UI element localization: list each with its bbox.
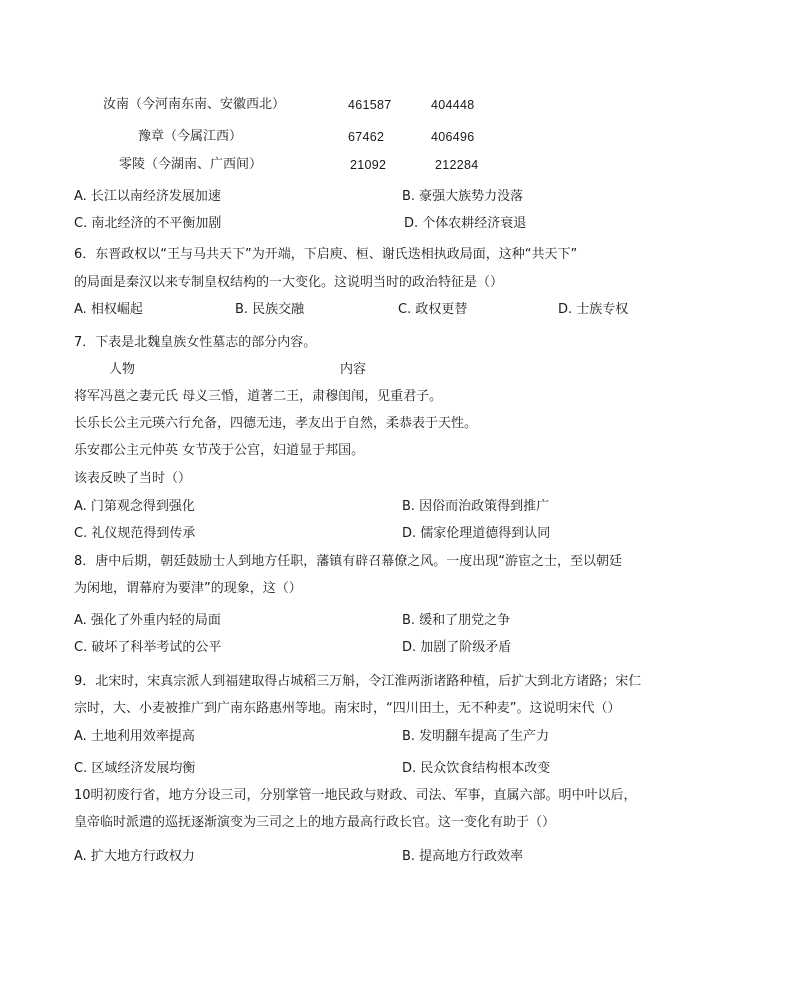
q10-option-a[interactable]: A. 扩大地方行政权力: [74, 849, 195, 864]
q9-options-row: [74, 728, 753, 746]
q5-option-b[interactable]: B. 豪强大族势力没落: [402, 189, 524, 204]
q7-col-content: 内容: [340, 362, 367, 377]
q7-table-row: 乐安郡公主元仲英 女节茂于公宫，妇道显于邦国。: [74, 443, 365, 458]
q8-stem-line2: 为闲地，谓幕府为要津”的现象，这（）: [74, 581, 302, 596]
q5-options-row: [74, 215, 753, 233]
q9-stem-line2: 宗时，大、小麦被推广到广南东路惠州等地。南宋时，“四川田土，无不种麦”。这说明宋代（）: [74, 701, 621, 716]
q7-options-row: [74, 498, 753, 516]
table-cell-value: 404448: [431, 98, 475, 112]
table-row-region: 零陵（今湖南、广西间）: [119, 157, 263, 172]
q9-stem-line1: 9．北宋时，宋真宗派人到福建取得占城稻三万斛，令江淮两浙诸路种植，后扩大到北方诸路；宋仁: [74, 674, 642, 689]
table-row-region: 豫章（今属江西）: [138, 129, 243, 144]
q7-option-a[interactable]: A. 门第观念得到强化: [74, 499, 195, 514]
q9-option-b[interactable]: B. 发明翻车提高了生产力: [402, 729, 550, 744]
table-cell-value: 461587: [348, 98, 392, 112]
q8-option-d[interactable]: D. 加剧了阶级矛盾: [402, 640, 512, 655]
table-cell-value: 212284: [435, 158, 479, 172]
q9-option-a[interactable]: A. 土地利用效率提高: [74, 729, 195, 744]
q5-option-a[interactable]: A. 长江以南经济发展加速: [74, 189, 221, 204]
q7-option-d[interactable]: D. 儒家伦理道德得到认同: [402, 526, 551, 541]
q10-stem-line1: 10明初废行省，地方分设三司，分别掌管一地民政与财政、司法、军事，直属六部。明中叶以后，: [74, 788, 637, 803]
q6-stem-line2: 的局面是秦汉以来专制皇权结构的一大变化。这说明当时的政治特征是（）: [74, 275, 504, 290]
q5-option-c[interactable]: C. 南北经济的不平衡加剧: [74, 216, 222, 231]
q8-options-row: [74, 612, 753, 630]
q6-option-c[interactable]: C. 政权更替: [398, 302, 468, 317]
q6-option-a[interactable]: A. 相权崛起: [74, 302, 143, 317]
q10-stem-line2: 皇帝临时派遣的巡抚逐渐演变为三司之上的地方最高行政长官。这一变化有助于（）: [74, 815, 556, 830]
table-cell-value: 67462: [348, 130, 385, 144]
q6-option-d[interactable]: D. 士族专权: [558, 302, 629, 317]
q5-option-d[interactable]: D. 个体农耕经济衰退: [404, 216, 527, 231]
q7-table-row: 将军冯邕之妻元氏 母义三惛，道著二王，肃穆闺闱，见重君子。: [74, 389, 443, 404]
q7-options-row: [74, 525, 753, 543]
q6-option-b[interactable]: B. 民族交融: [235, 302, 305, 317]
q10-option-b[interactable]: B. 提高地方行政效率: [402, 849, 524, 864]
q9-option-c[interactable]: C. 区域经济发展均衡: [74, 761, 196, 776]
table-row-region: 汝南（今河南东南、安徽西北）: [103, 97, 286, 112]
q7-stem: 7．下表是北魏皇族女性墓志的部分内容。: [74, 335, 317, 350]
q8-option-c[interactable]: C. 破坏了科举考试的公平: [74, 640, 222, 655]
q8-stem-line1: 8．唐中后期，朝廷鼓励士人到地方任职，藩镇有辟召幕僚之风。一度出现“游宦之士，至以朝廷: [74, 554, 623, 569]
q8-option-a[interactable]: A. 强化了外重内轻的局面: [74, 613, 221, 628]
table-cell-value: 21092: [350, 158, 387, 172]
q6-stem-line1: 6．东晋政权以“王与马共天下”为开端，下启庾、桓、谢氏迭相执政局面，这种“共天下”: [74, 247, 578, 262]
q7-col-person: 人物: [109, 362, 136, 377]
q9-option-d[interactable]: D. 民众饮食结构根本改变: [402, 761, 551, 776]
q9-options-row: [74, 760, 753, 778]
q7-option-b[interactable]: B. 因俗而治政策得到推广: [402, 499, 550, 514]
table-cell-value: 406496: [431, 130, 475, 144]
q7-table-row: 长乐长公主元瑛六行允备，四德无违，孝友出于自然，柔恭表于天性。: [74, 416, 478, 431]
q7-option-c[interactable]: C. 礼仪规范得到传承: [74, 526, 196, 541]
q6-options-row: [74, 301, 753, 319]
q7-tail: 该表反映了当时（）: [74, 471, 192, 486]
q8-option-b[interactable]: B. 缓和了朋党之争: [402, 613, 511, 628]
q5-options-row: [74, 188, 753, 206]
q8-options-row: [74, 639, 753, 657]
q10-options-row: [74, 848, 753, 866]
